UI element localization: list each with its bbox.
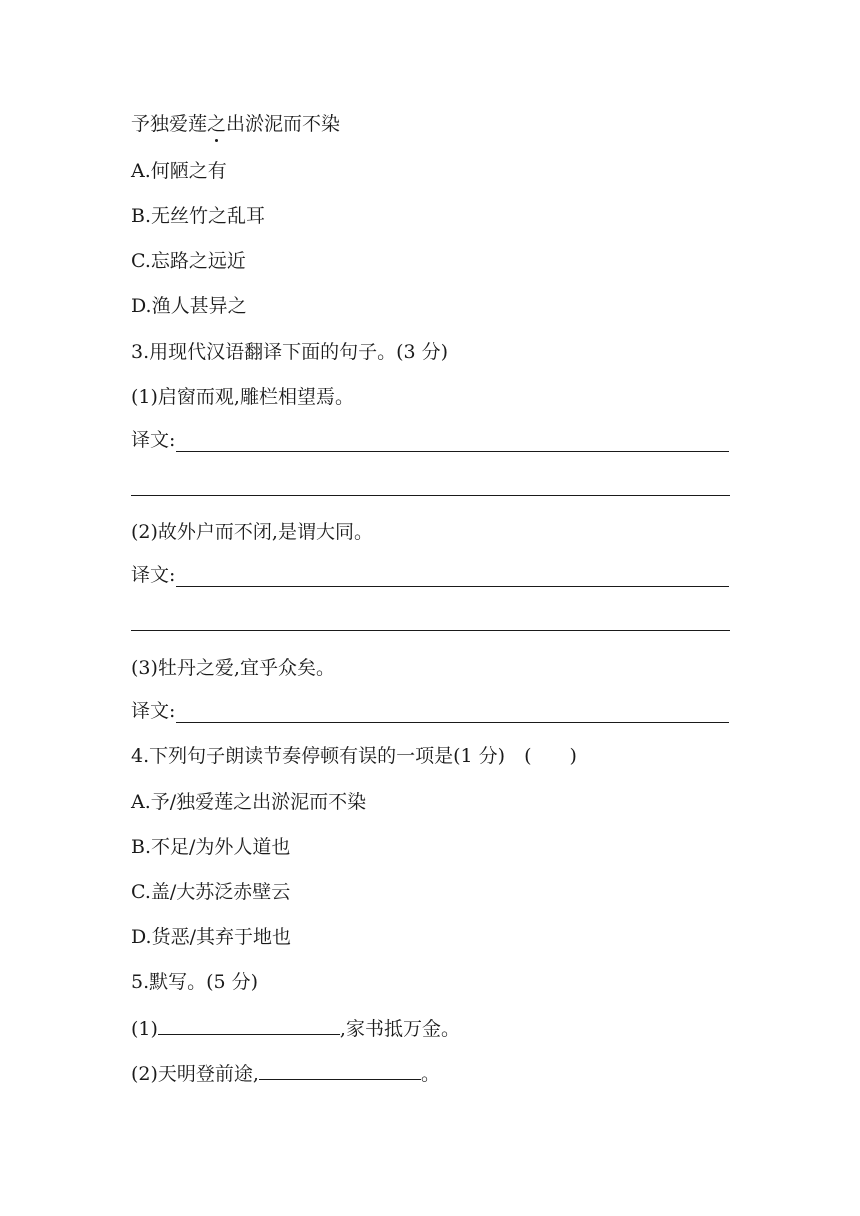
q2-option-a[interactable]: A.何陋之有 (131, 160, 227, 182)
q3-sentence-1: (1)启窗而观,雕栏相望焉。 (131, 386, 354, 408)
q3-title: 3.用现代汉语翻译下面的句子。(3 分) (131, 341, 449, 363)
q3-translation-label-1: 译文: (131, 429, 176, 451)
q3-translation-extra-line-2[interactable] (131, 630, 730, 631)
q2-stem (131, 112, 340, 136)
q5-item-2-prefix: (2)天明登前途, (131, 1063, 259, 1085)
q4-option-b[interactable]: B.不足/为外人道也 (131, 836, 291, 858)
q2-stem-pre: 予独爱莲 (131, 113, 208, 135)
q5-item-1 (131, 1016, 460, 1041)
q4-option-a[interactable]: A.予/独爱莲之出淤泥而不染 (131, 791, 367, 813)
q5-item-2-blank[interactable] (259, 1061, 421, 1080)
q3-translation-row-1 (131, 428, 729, 452)
q3-translation-label-2: 译文: (131, 564, 176, 586)
q4-title: 4.下列句子朗读节奏停顿有误的一项是(1 分) ( ) (131, 745, 577, 767)
q2-stem-post: 出淤泥而不染 (226, 113, 341, 135)
q3-translation-blank-3[interactable] (176, 702, 729, 723)
q2-stem-emphasis-char: 之 (207, 113, 227, 135)
q3-translation-label-3: 译文: (131, 700, 176, 722)
q2-option-b[interactable]: B.无丝竹之乱耳 (131, 205, 266, 227)
q3-translation-blank-2[interactable] (176, 566, 729, 587)
q4-option-d[interactable]: D.货恶/其弃于地也 (131, 926, 291, 948)
q3-translation-blank-1[interactable] (176, 431, 729, 452)
q2-option-c[interactable]: C.忘路之远近 (131, 250, 246, 272)
q2-option-d[interactable]: D.渔人甚异之 (131, 295, 247, 317)
q5-item-1-blank[interactable] (158, 1016, 340, 1035)
q3-sentence-3: (3)牡丹之爱,宜乎众矣。 (131, 657, 335, 679)
q5-item-1-prefix: (1) (131, 1018, 158, 1040)
q5-item-1-suffix: ,家书抵万金。 (339, 1018, 460, 1040)
q3-translation-extra-line-1[interactable] (131, 495, 730, 496)
q5-item-2-suffix: 。 (420, 1063, 440, 1085)
q3-sentence-2: (2)故外户而不闭,是谓大同。 (131, 521, 373, 543)
q3-translation-row-3 (131, 699, 729, 723)
q3-translation-row-2 (131, 563, 729, 587)
q5-title: 5.默写。(5 分) (131, 971, 259, 993)
q5-item-2 (131, 1061, 440, 1086)
q4-option-c[interactable]: C.盖/大苏泛赤壁云 (131, 881, 291, 903)
